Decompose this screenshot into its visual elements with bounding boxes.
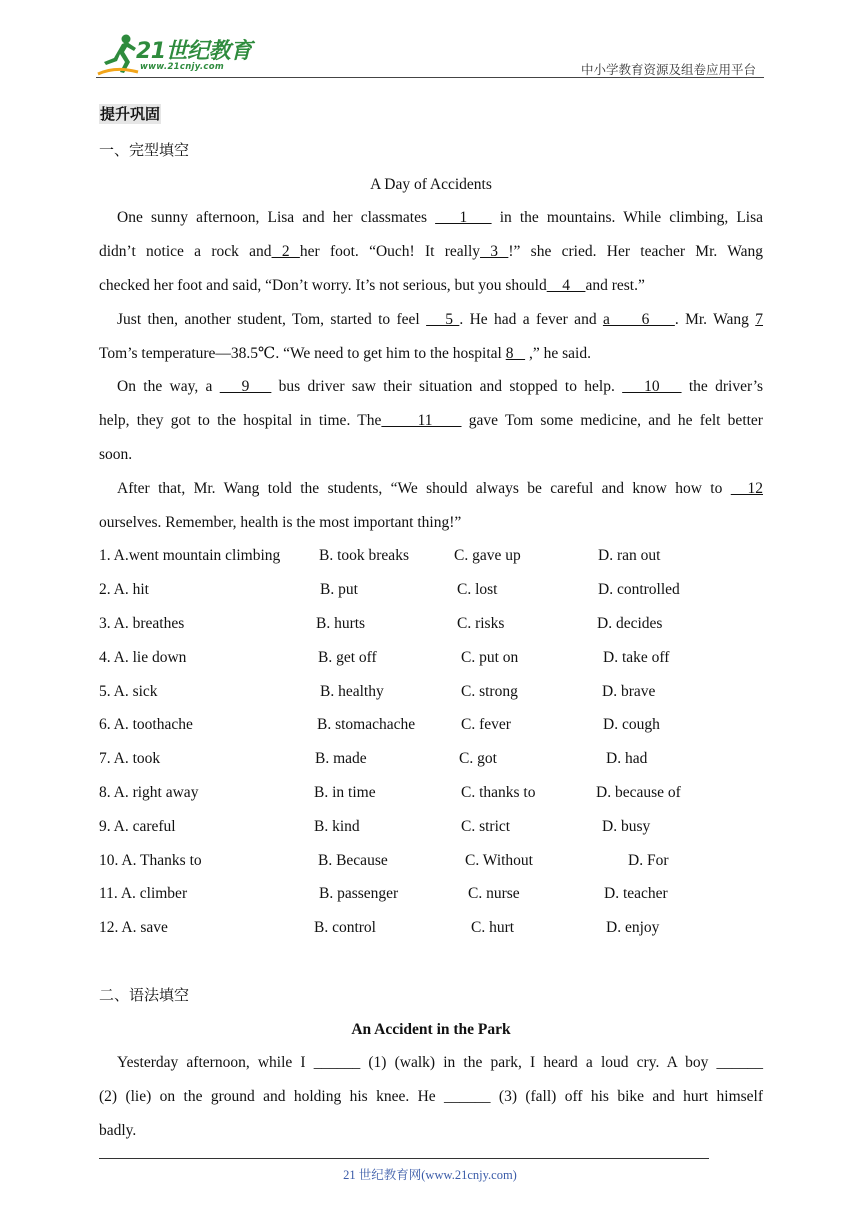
passage-line xyxy=(99,337,763,371)
option-row xyxy=(99,607,763,641)
option-choice: 6. A. toothache xyxy=(99,716,193,734)
page-header xyxy=(0,0,860,82)
option-choice: D. had xyxy=(606,750,648,768)
option-choice: B. took breaks xyxy=(319,547,409,565)
text-segment: her foot. “Ouch! It really xyxy=(299,243,481,261)
option-choice: B. passenger xyxy=(319,885,399,903)
blank-3: 3 xyxy=(480,243,509,261)
option-choice: 8. A. right away xyxy=(99,783,199,801)
text-segment: One sunny afternoon, Lisa and her classmates xyxy=(117,209,436,227)
text-segment: didn’t notice a rock and xyxy=(99,243,272,261)
blank-6: a 6 xyxy=(602,310,675,328)
option-row xyxy=(99,844,763,878)
blank-10: 10 xyxy=(622,378,682,396)
text-segment: gave Tom some medicine, and he felt better xyxy=(461,412,763,430)
option-choice: 5. A. sick xyxy=(99,682,158,700)
part2-title: 二、语法填空 xyxy=(99,985,190,1004)
option-choice: C. hurt xyxy=(471,919,515,937)
header-platform-text: 中小学教育资源及组卷应用平台 xyxy=(580,62,756,77)
option-choice: B. get off xyxy=(318,648,377,666)
logo-url: www.21cnjy.com xyxy=(140,62,224,72)
footer-text: 21 世纪教育网(www.21cnjy.com) xyxy=(343,1168,517,1182)
option-choice: 3. A. breathes xyxy=(99,614,185,632)
option-choice: C. fever xyxy=(461,716,511,734)
option-choice: D. teacher xyxy=(604,885,668,903)
option-choice: D. busy xyxy=(602,817,651,835)
document-body xyxy=(99,100,763,1148)
passage-line xyxy=(99,472,763,506)
part1-title: 一、完型填空 xyxy=(99,140,190,159)
option-choice: D. because of xyxy=(596,783,681,801)
blank-1: 1 xyxy=(435,209,492,227)
option-choice: D. controlled xyxy=(598,581,680,599)
text-segment: On the way, a xyxy=(117,378,220,396)
text-segment: in the mountains. While climbing, Lisa xyxy=(491,209,764,227)
passage-line xyxy=(99,404,763,438)
option-row xyxy=(99,573,763,607)
text-segment: and rest.” xyxy=(585,276,645,294)
part2-passage-title: An Accident in the Park xyxy=(351,1020,511,1038)
passage-line xyxy=(99,370,763,404)
option-choice: D. ran out xyxy=(598,547,661,565)
blank-4: 4 xyxy=(546,276,586,294)
option-choice: D. take off xyxy=(603,648,670,666)
option-choice: C. got xyxy=(459,750,497,768)
option-row xyxy=(99,539,763,573)
option-choice: D. cough xyxy=(603,716,660,734)
passage-line xyxy=(99,235,763,269)
text-segment: . Mr. Wang xyxy=(674,310,756,328)
option-choice: B. Because xyxy=(318,851,388,869)
text-segment: the driver’s xyxy=(681,378,764,396)
option-choice: C. strict xyxy=(461,817,511,835)
option-row xyxy=(99,675,763,709)
blank-2: 2 xyxy=(271,243,300,261)
passage-line: Yesterday afternoon, while I ______ (1) (walk) in the park, I heard a loud cry. A boy ______ xyxy=(117,1054,763,1072)
option-choice: D. decides xyxy=(597,614,663,632)
option-row xyxy=(99,641,763,675)
option-row xyxy=(99,877,763,911)
passage-line xyxy=(99,303,763,337)
passage-line: (2) (lie) on the ground and holding his knee. He ______ (3) (fall) off his bike and hurt himself xyxy=(99,1088,763,1106)
text-segment: ,” he said. xyxy=(525,344,591,362)
text-segment: help, they got to the hospital in time. The xyxy=(99,412,382,430)
header-divider xyxy=(96,77,764,78)
option-choice: B. kind xyxy=(314,817,360,835)
options-list xyxy=(99,539,763,945)
passage-line: badly. xyxy=(99,1121,137,1139)
blank-5: 5 xyxy=(426,310,460,328)
option-choice: D. brave xyxy=(602,682,656,700)
option-choice: 10. A. Thanks to xyxy=(99,851,202,869)
option-choice: 11. A. climber xyxy=(99,885,188,903)
option-choice: 7. A. took xyxy=(99,750,161,768)
passage-line xyxy=(99,201,763,235)
passage-line: soon. xyxy=(99,445,133,463)
option-choice: D. enjoy xyxy=(606,919,660,937)
option-choice: 4. A. lie down xyxy=(99,648,187,666)
text-segment: bus driver saw their situation and stopped to help. xyxy=(271,378,623,396)
option-row xyxy=(99,708,763,742)
blank-11: 11 xyxy=(381,412,462,430)
option-choice: C. thanks to xyxy=(461,783,536,801)
blank-9: 9 xyxy=(219,378,272,396)
text-segment: After that, Mr. Wang told the students, “We should always be careful and know how to xyxy=(117,479,731,497)
blank-7: 7 xyxy=(755,310,764,328)
runner-logo-icon xyxy=(96,32,140,78)
logo-text: 21世纪教育 xyxy=(136,39,252,64)
option-choice: B. made xyxy=(315,750,367,768)
passage-line xyxy=(99,269,763,303)
option-choice: B. hurts xyxy=(316,614,366,632)
option-choice: 2. A. hit xyxy=(99,581,149,599)
section-title: 提升巩固 xyxy=(100,105,161,123)
text-segment: Tom’s temperature—38.5℃. “We need to get him to the hospital xyxy=(99,344,506,362)
text-segment: !” she cried. Her teacher Mr. Wang xyxy=(508,243,764,261)
text-segment: checked her foot and said, “Don’t worry. It’s not serious, but you should xyxy=(99,276,547,294)
option-choice: B. stomachache xyxy=(317,716,416,734)
footer-divider xyxy=(99,1158,709,1159)
text-segment: . He had a fever and xyxy=(459,310,603,328)
option-choice: C. risks xyxy=(457,614,505,632)
option-row xyxy=(99,810,763,844)
option-choice: B. in time xyxy=(314,783,376,801)
option-row xyxy=(99,911,763,945)
option-choice: C. Without xyxy=(465,851,533,869)
option-choice: 9. A. careful xyxy=(99,817,176,835)
option-choice: C. strong xyxy=(461,682,518,700)
option-row xyxy=(99,742,763,776)
option-choice: B. healthy xyxy=(320,682,384,700)
part1-passage-title: A Day of Accidents xyxy=(370,175,492,193)
option-choice: D. For xyxy=(628,851,669,869)
option-choice: 1. A.went mountain climbing xyxy=(99,547,281,565)
option-row xyxy=(99,776,763,810)
option-choice: C. put on xyxy=(461,648,519,666)
blank-12: 12 xyxy=(730,479,763,497)
text-segment: Just then, another student, Tom, started to feel xyxy=(117,310,427,328)
passage-line: ourselves. Remember, health is the most important thing!” xyxy=(99,513,462,531)
option-choice: B. control xyxy=(314,919,376,937)
option-choice: C. lost xyxy=(457,581,498,599)
logo xyxy=(96,32,266,78)
option-choice: 12. A. save xyxy=(99,919,168,937)
option-choice: C. nurse xyxy=(468,885,520,903)
option-choice: C. gave up xyxy=(454,547,521,565)
blank-8: 8 xyxy=(505,344,526,362)
option-choice: B. put xyxy=(320,581,358,599)
